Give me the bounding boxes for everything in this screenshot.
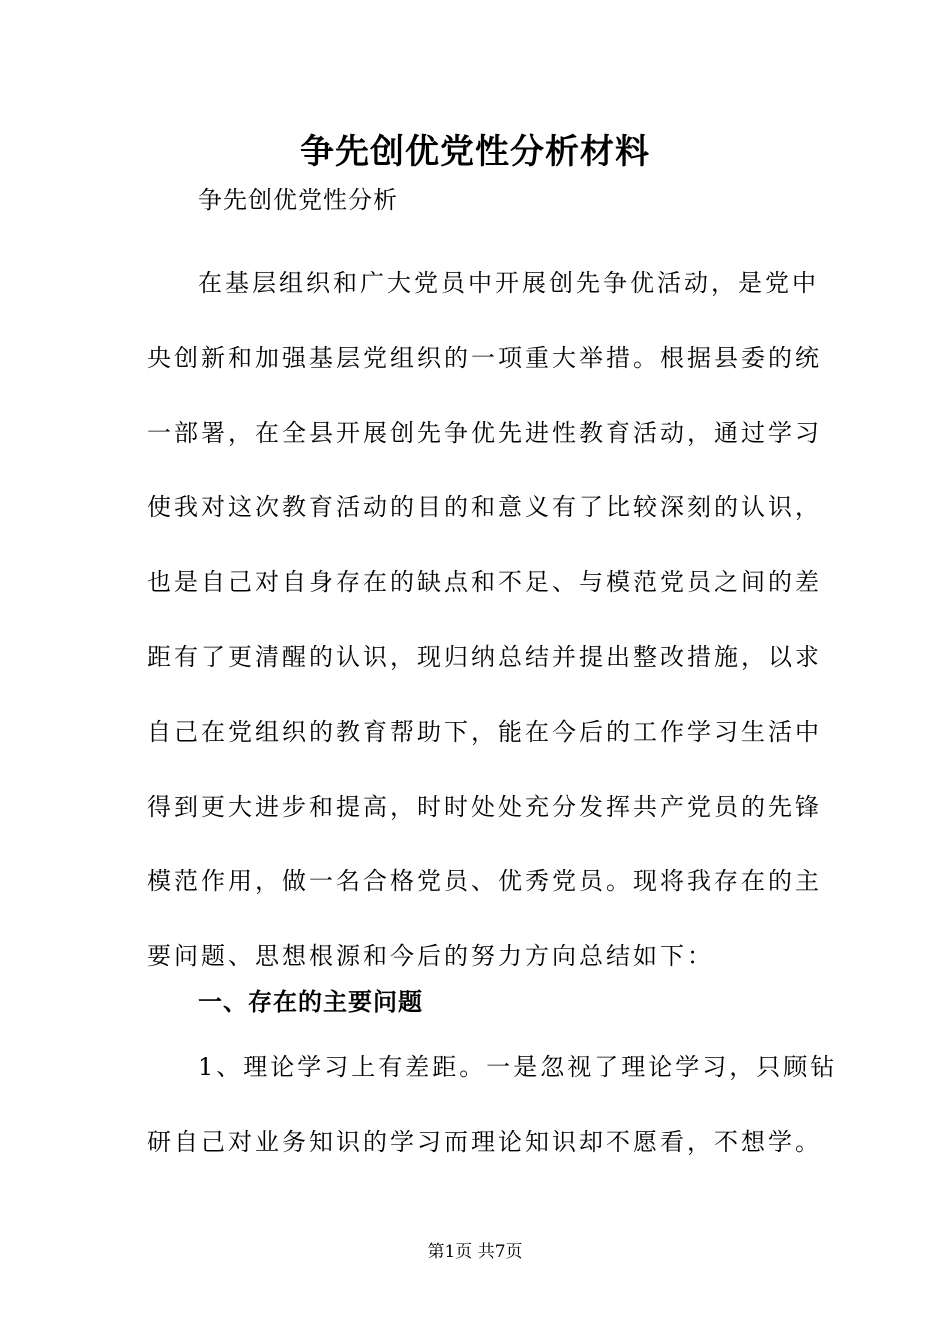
- section-heading: 一、存在的主要问题: [198, 988, 423, 1016]
- paragraph-line: 距有了更清醒的认识，现归纳总结并提出整改措施，以求: [147, 642, 822, 671]
- paragraph-line: 研自己对业务知识的学习而理论知识却不愿看，不想学。: [147, 1127, 822, 1156]
- paragraph-problem-1: [147, 1030, 838, 1180]
- paragraph-line: 自己在党组织的教育帮助下，能在今后的工作学习生活中: [147, 717, 822, 746]
- paragraph-line: 央创新和加强基层党组织的一项重大举措。根据县委的统: [147, 343, 822, 372]
- document-subtitle: 争先创优党性分析: [198, 186, 398, 214]
- paragraph-line: 一部署，在全县开展创先争优先进性教育活动，通过学习: [147, 418, 822, 447]
- paragraph-line: 模范作用，做一名合格党员、优秀党员。现将我存在的主: [147, 867, 822, 896]
- paragraph-intro: [147, 246, 822, 994]
- paragraph-line: 得到更大进步和提高，时时处处充分发挥共产党员的先锋: [147, 792, 822, 821]
- paragraph-line: 要问题、思想根源和今后的努力方向总结如下：: [147, 942, 714, 971]
- document-title: 争先创优党性分析材料: [300, 132, 650, 172]
- page-number-footer: 第1页 共7页: [427, 1242, 523, 1262]
- paragraph-line: 1、理论学习上有差距。一是忽视了理论学习，只顾钻: [198, 1053, 838, 1081]
- paragraph-line: 在基层组织和广大党员中开展创先争优活动，是党中: [198, 269, 819, 297]
- paragraph-line: 也是自己对自身存在的缺点和不足、与模范党员之间的差: [147, 568, 822, 597]
- paragraph-line: 使我对这次教育活动的目的和意义有了比较深刻的认识，: [147, 493, 822, 522]
